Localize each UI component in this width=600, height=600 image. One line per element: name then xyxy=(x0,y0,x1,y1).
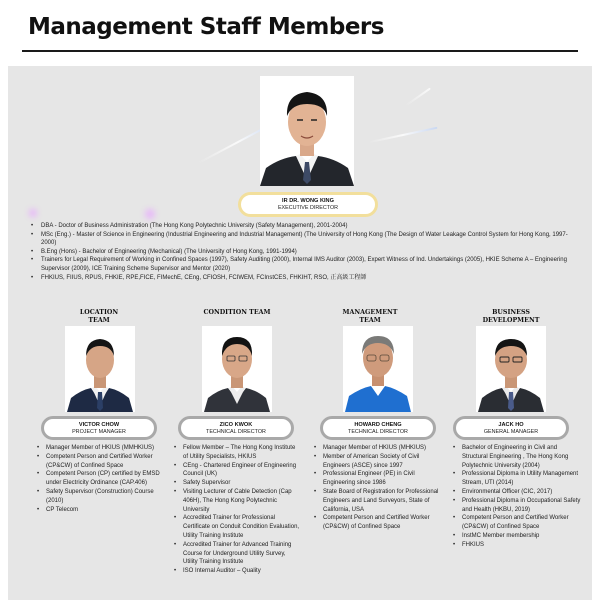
team-title-location: LOCATION TEAM xyxy=(79,309,119,324)
team-title-business-development: BUSINESS DEVELOPMENT xyxy=(482,309,540,324)
page-title: Management Staff Members xyxy=(28,14,384,40)
qualification-item: • Accredited Trainer for Professional Certificate on Conduit Condition Evaluation, Utility Training Institute xyxy=(173,514,301,540)
howard-cheng-name: HOWARD CHENG xyxy=(354,422,402,428)
executive-name-badge xyxy=(238,192,378,217)
qualification-item: • Fellow Member – The Hong Kong Institute of Utility Specialists, HKIUS xyxy=(173,444,301,462)
location-team-qualifications xyxy=(36,444,160,514)
qualification-item: • State Board of Registration for Professional Engineers and Land Surveyors, State of California, USA xyxy=(313,488,443,514)
team-title-condition: CONDITION TEAM xyxy=(203,309,271,316)
qualification-item: • ISO Internal Auditor – Quality xyxy=(173,567,301,576)
zico-kwok-name: ZICO KWOK xyxy=(219,422,253,428)
qualification-item: • DBA - Doctor of Business Administration (The Hong Kong Polytechnic University (Safety Management), 2001-2004) xyxy=(31,222,571,231)
zico-kwok-badge xyxy=(178,416,294,440)
qualification-item: • MSc (Eng.) - Master of Science in Engineering (Industrial Engineering and Industrial Management) (The University of Hong Kong (The Design of Water Leakage Control System for Hong Kong, 1997-2000) xyxy=(31,231,571,248)
light-streak-decoration xyxy=(369,127,438,144)
zico-kwok-role: TECHNICAL DIRECTOR xyxy=(206,429,266,435)
victor-chow-badge xyxy=(41,416,157,440)
qualification-item: • Professional Engineer (PE) in Civil Engineering since 1986 xyxy=(313,470,443,488)
qualification-item: • Member of American Society of Civil Engineers (ASCE) since 1997 xyxy=(313,453,443,471)
executive-role: EXECUTIVE DIRECTOR xyxy=(277,205,339,211)
victor-chow-photo xyxy=(65,326,135,412)
qualification-item: • CP Telecom xyxy=(36,506,160,515)
jack-ho-badge xyxy=(453,416,569,440)
management-team-qualifications xyxy=(313,444,443,532)
team-title-management: MANAGEMENT TEAM xyxy=(342,309,398,324)
executive-qualifications xyxy=(31,222,571,282)
qualification-item: • Accredited Trainer for Advanced Training Course for Underground Utility Survey, Utility Training Institute xyxy=(173,541,301,567)
glow-decoration xyxy=(28,208,38,218)
qualification-item: • InstMC Member membership xyxy=(452,532,584,541)
howard-cheng-role: TECHNICAL DIRECTOR xyxy=(348,429,408,435)
howard-cheng-photo xyxy=(343,326,413,412)
qualification-item: • B.Eng (Hons) - Bachelor of Engineering (Mechanical) (The University of Hong Kong, 1991-1994) xyxy=(31,248,571,257)
victor-chow-role: PROJECT MANAGER xyxy=(72,429,126,435)
qualification-item: • Visiting Lecturer of Cable Detection (Cap 406H), The Hong Kong Polytechnic University xyxy=(173,488,301,514)
qualification-item: • Competent Person (CP) certified by EMSD under Electricity Ordinance (CAP.406) xyxy=(36,470,160,488)
condition-team-qualifications xyxy=(173,444,301,576)
qualification-item: • Environmental Officer (CIC, 2017) xyxy=(452,488,584,497)
executive-photo xyxy=(260,76,354,186)
qualification-item: • Manager Member of HKIUS (MMHKIUS) xyxy=(36,444,160,453)
qualification-item: • Competent Person and Certified Worker (CP&CW) of Confined Space xyxy=(452,514,584,532)
executive-name: IR DR. WONG KING xyxy=(282,198,334,204)
qualification-item: • Competent Person and Certified Worker (CP&CW) of Confined Space xyxy=(313,514,443,532)
qualification-item: • FHKIUS xyxy=(452,541,584,550)
qualification-item: • Trainers for Legal Requirement of Working in Confined Spaces (1997), Safety Auditing (2000), Internal IMS Auditor (2003), Expert Witness of Ind. Undertakings (2005), HKIE Scheme A – Engineering Supervisor (2009), ICE Training Scheme Supervisor and Mentor (2020) xyxy=(31,256,571,273)
qualification-item: • FHKIUS, FIIUS, RPUS, FHKIE, RPE,FICE, FIMechE, CEng, CFIOSH, FCIWEM, FCInstCES, FHKIHT, RSO, 正高級工程師 xyxy=(31,274,571,283)
business-development-qualifications xyxy=(452,444,584,550)
qualification-item: • CEng - Chartered Engineer of Engineering Council (UK) xyxy=(173,462,301,480)
glow-decoration xyxy=(144,208,156,220)
jack-ho-name: JACK HO xyxy=(498,422,524,428)
qualification-item: • Bachelor of Engineering in Civil and Structural Engineering , The Hong Kong Polytechnic University (2004) xyxy=(452,444,584,470)
qualification-item: • Professional Diploma in Utility Management Stream, UTI (2014) xyxy=(452,470,584,488)
victor-chow-name: VICTOR CHOW xyxy=(78,422,120,428)
jack-ho-photo xyxy=(476,326,546,412)
qualification-item: • Safety Supervisor xyxy=(173,479,301,488)
title-divider xyxy=(22,50,578,52)
jack-ho-role: GENERAL MANAGER xyxy=(483,429,539,435)
qualification-item: • Professional Diploma in Occupational Safety and Health (HKBU, 2019) xyxy=(452,497,584,515)
qualification-item: • Competent Person and Certified Worker (CP&CW) of Confined Space xyxy=(36,453,160,471)
light-streak-decoration xyxy=(405,88,431,107)
qualification-item: • Safety Supervisor (Construction) Course (2010) xyxy=(36,488,160,506)
zico-kwok-photo xyxy=(202,326,272,412)
qualification-item: • Manager Member of HKIUS (MHKIUS) xyxy=(313,444,443,453)
howard-cheng-badge xyxy=(320,416,436,440)
staff-panel xyxy=(8,66,592,600)
